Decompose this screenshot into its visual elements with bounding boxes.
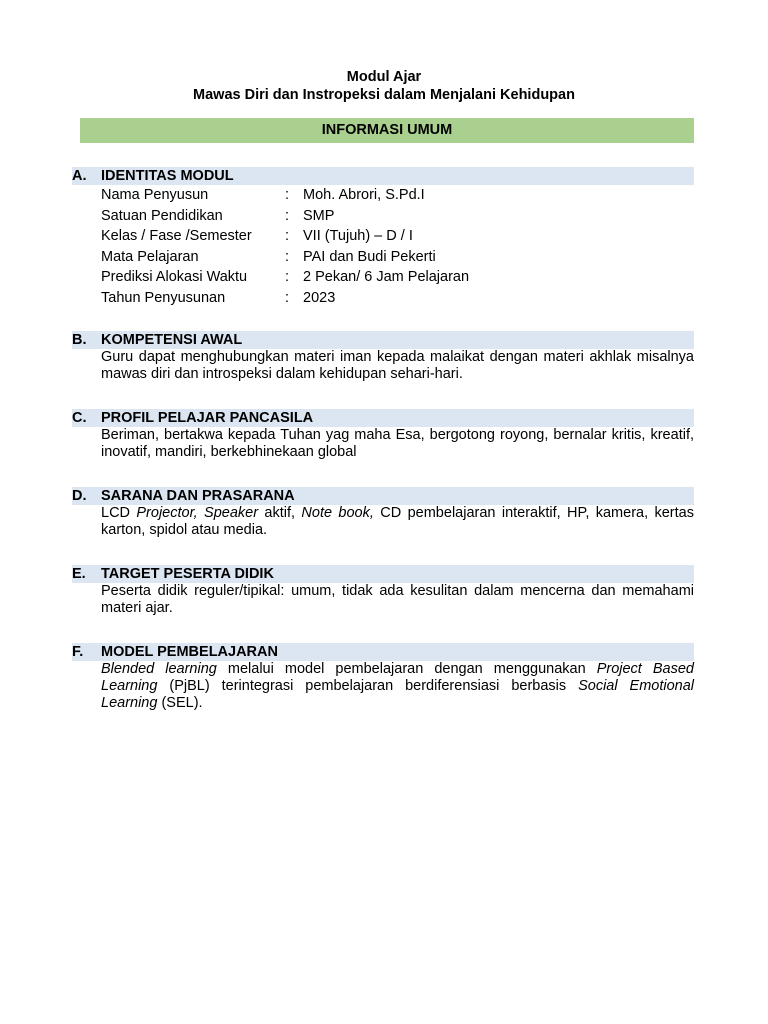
section-title: KOMPETENSI AWAL: [101, 332, 243, 348]
identity-row: [101, 206, 469, 227]
section-title: TARGET PESERTA DIDIK: [101, 566, 274, 582]
section-letter: F.: [72, 644, 84, 660]
identity-label: Prediksi Alokasi Waktu: [101, 269, 248, 285]
identity-row: [101, 267, 469, 288]
section-model-pembelajaran: [72, 643, 694, 712]
identity-separator: :: [285, 207, 290, 224]
section-title: IDENTITAS MODUL: [101, 168, 234, 184]
section-letter: B.: [72, 332, 87, 348]
informasi-umum-banner: INFORMASI UMUM: [80, 118, 694, 143]
identity-value: PAI dan Budi Pekerti: [303, 248, 436, 265]
text-run-italic: Blended learning: [101, 661, 217, 677]
text-run: melalui model pembelajaran dengan menggunakan: [216, 661, 597, 677]
text-run-italic: Projector, Speaker: [136, 505, 259, 521]
section-header: [72, 331, 694, 349]
section-title: PROFIL PELAJAR PANCASILA: [101, 410, 314, 426]
identity-separator: :: [285, 269, 290, 285]
identity-separator: :: [285, 289, 290, 306]
identity-row: [101, 288, 469, 309]
section-header: [72, 487, 694, 505]
document-title: Modul Ajar: [346, 69, 422, 85]
identity-label: Kelas / Fase /Semester: [101, 228, 252, 244]
section-sarana-prasarana: [72, 487, 694, 539]
identity-row: [101, 226, 469, 247]
section-profil-pelajar-pancasila: [72, 409, 694, 461]
section-letter: D.: [72, 488, 87, 504]
section-identitas-modul: [72, 167, 694, 308]
identity-table: [101, 185, 469, 308]
text-run: CD pembelajaran interaktif, HP, kamera, kertas karton, spidol atau media.: [101, 505, 694, 538]
section-header: [72, 565, 694, 583]
section-header: [72, 643, 694, 661]
identity-label: Tahun Penyusunan: [101, 289, 226, 306]
identity-value: 2 Pekan/ 6 Jam Pelajaran: [303, 269, 470, 285]
text-run: (PjBL) terintegrasi pembelajaran berdiferensiasi berbasis: [157, 678, 579, 694]
identity-value: VII (Tujuh) – D / I: [303, 228, 413, 244]
text-run-italic: Project Based Learning: [101, 661, 694, 694]
document-subtitle: Mawas Diri dan Instropeksi dalam Menjalani Kehidupan: [193, 87, 575, 103]
identity-separator: :: [285, 228, 290, 244]
section-letter: E.: [72, 566, 86, 582]
text-run: aktif,: [258, 505, 302, 521]
identity-row: [101, 247, 469, 268]
section-title: SARANA DAN PRASARANA: [101, 488, 295, 504]
section-text: [101, 661, 694, 712]
text-run-italic: Social Emotional Learning: [101, 678, 695, 711]
section-target-peserta-didik: [72, 565, 694, 617]
identity-label: Satuan Pendidikan: [101, 207, 223, 224]
identity-value: 2023: [303, 289, 336, 306]
section-letter: C.: [72, 410, 87, 426]
section-text: Peserta didik reguler/tipikal: umum, tidak ada kesulitan dalam mencerna dan memahami materi ajar.: [101, 583, 694, 616]
identity-separator: :: [285, 187, 290, 203]
identity-label: Mata Pelajaran: [101, 248, 199, 265]
identity-separator: :: [285, 248, 290, 265]
section-title: MODEL PEMBELAJARAN: [101, 644, 278, 660]
section-kompetensi-awal: [72, 331, 694, 383]
identity-value: SMP: [303, 207, 335, 224]
section-header: [72, 409, 694, 427]
text-run: (SEL).: [157, 695, 203, 711]
text-run-italic: Note book,: [301, 505, 374, 521]
section-text: Guru dapat menghubungkan materi iman kepada malaikat dengan materi akhlak misalnya mawas diri dan introspeksi dalam kehidupan sehari-hari.: [101, 349, 694, 382]
section-header: [72, 167, 694, 185]
identity-value: Moh. Abrori, S.Pd.I: [303, 187, 425, 203]
section-letter: A.: [72, 168, 87, 184]
text-run: LCD: [101, 505, 137, 521]
identity-label: Nama Penyusun: [101, 187, 209, 203]
section-text: Beriman, bertakwa kepada Tuhan yag maha Esa, bergotong royong, bernalar kritis, kreatif, inovatif, mandiri, berkebhinekaan global: [101, 427, 694, 460]
identity-row: [101, 185, 469, 206]
section-text: [101, 505, 694, 539]
